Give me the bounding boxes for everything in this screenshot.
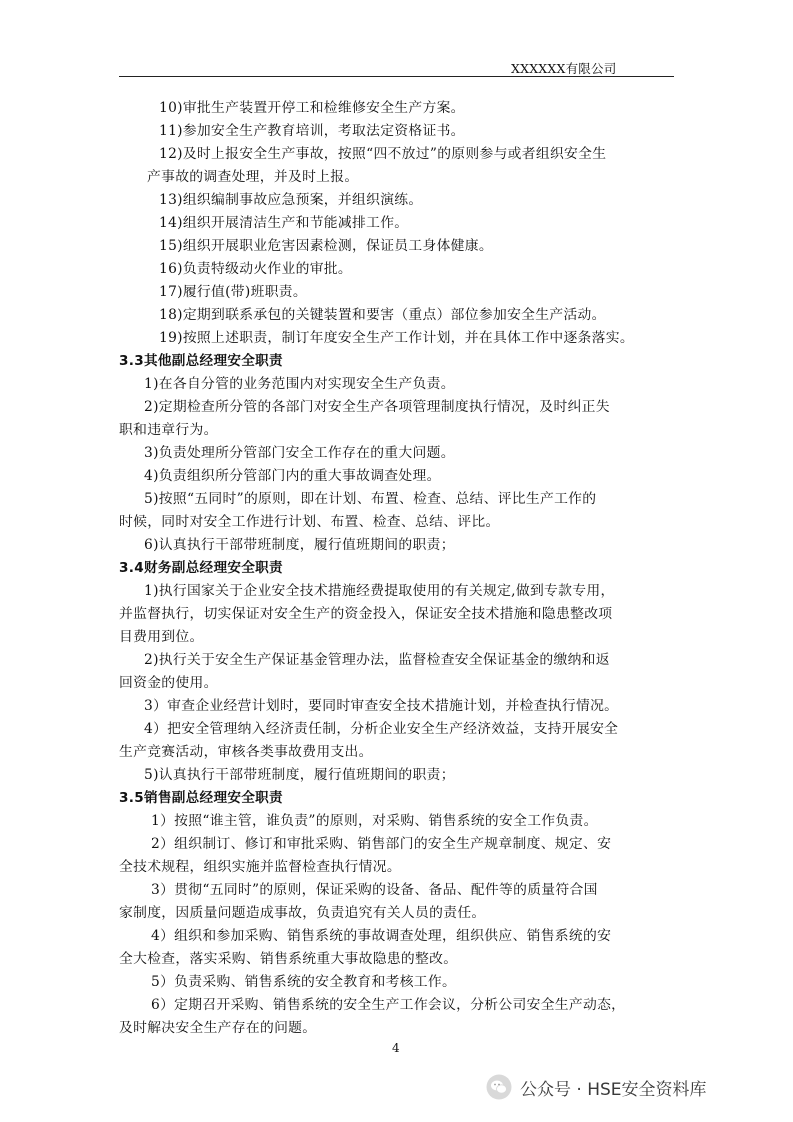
header-divider: [119, 76, 674, 77]
list-item-continuation: 生产竞赛活动，审核各类事故费用支出。: [119, 744, 373, 760]
list-item-continuation: 回资金的使用。: [119, 675, 218, 691]
list-item: 5）负责采购、销售系统的安全教育和考核工作。: [151, 974, 457, 990]
list-item: 18)定期到联系承包的关键装置和要害（重点）部位参加安全生产活动。: [159, 307, 606, 323]
list-item-continuation: 并监督执行，切实保证对安全生产的资金投入，保证安全技术措施和隐患整改项: [119, 606, 613, 622]
list-item: 3）审查企业经营计划时，要同时审查安全技术措施计划，并检查执行情况。: [144, 698, 619, 714]
list-item: 3)负责处理所分管部门安全工作存在的重大问题。: [144, 445, 455, 461]
list-item: 14)组织开展清洁生产和节能减排工作。: [159, 215, 409, 231]
list-item: 16)负责特级动火作业的审批。: [159, 261, 353, 277]
list-item: 3）贯彻“五同时”的原则，保证采购的设备、备品、配件等的质量符合国: [151, 882, 598, 898]
list-item: 5)按照“五同时”的原则，即在计划、布置、检查、总结、评比生产工作的: [144, 491, 597, 507]
watermark-text: 公众号 · HSE安全资料库: [520, 1079, 707, 1100]
list-item: 12)及时上报安全生产事故，按照“四不放过”的原则参与或者组织安全生: [159, 146, 607, 162]
document-body: [119, 97, 679, 1040]
list-item: 4)负责组织所分管部门内的重大事故调查处理。: [144, 468, 441, 484]
wechat-logo-icon: [486, 1074, 512, 1100]
list-item-continuation: 全大检查，落实采购、销售系统重大事故隐患的整改。: [119, 951, 458, 967]
list-item: 5)认真执行干部带班制度，履行值班期间的职责；: [144, 767, 455, 783]
list-item: 2)执行关于安全生产保证基金管理办法，监督检查安全保证基金的缴纳和返: [144, 652, 610, 668]
list-item-continuation: 全技术规程，组织实施并监督检查执行情况。: [119, 859, 401, 875]
list-item: 11)参加安全生产教育培训，考取法定资格证书。: [159, 123, 465, 139]
list-item: 6)认真执行干部带班制度，履行值班期间的职责；: [144, 537, 455, 553]
list-item: 1）按照“谁主管，谁负责”的原则，对采购、销售系统的安全工作负责。: [151, 813, 598, 829]
section-heading: 3.4财务副总经理安全职责: [119, 560, 283, 576]
section-heading: 3.5销售副总经理安全职责: [119, 790, 283, 806]
list-item-continuation: 产事故的调查处理，并及时上报。: [147, 169, 359, 185]
header-company-name: XXXXXX有限公司: [511, 61, 617, 76]
section-heading: 3.3其他副总经理安全职责: [119, 353, 283, 369]
list-item: 4）组织和参加采购、销售系统的事故调查处理，组织供应、销售系统的安: [151, 928, 612, 944]
list-item: 10)审批生产装置开停工和检维修安全生产方案。: [159, 100, 465, 116]
list-item: 2）组织制订、修订和审批采购、销售部门的安全生产规章制度、规定、安: [151, 836, 612, 852]
list-item-continuation: 目费用到位。: [119, 629, 204, 645]
page-number: 4: [392, 1041, 400, 1055]
list-item: 15)组织开展职业危害因素检测，保证员工身体健康。: [159, 238, 493, 254]
list-item: 1)执行国家关于企业安全技术措施经费提取使用的有关规定,做到专款专用，: [144, 583, 615, 599]
list-item: 1)在各自分管的业务范围内对实现安全生产负责。: [144, 376, 455, 392]
list-item-continuation: 职和违章行为。: [119, 422, 218, 438]
list-item-continuation: 及时解决安全生产存在的问题。: [119, 1020, 317, 1036]
list-item: 13)组织编制事故应急预案，并组织演练。: [159, 192, 423, 208]
list-item: 19)按照上述职责，制订年度安全生产工作计划，并在具体工作中逐条落实。: [159, 330, 634, 346]
list-item: 6）定期召开采购、销售系统的安全生产工作会议，分析公司安全生产动态，: [151, 997, 626, 1013]
watermark: [486, 1072, 707, 1102]
list-item: 4）把安全管理纳入经济责任制，分析企业安全生产经济效益，支持开展安全: [144, 721, 619, 737]
list-item-continuation: 家制度，因质量问题造成事故，负责追究有关人员的责任。: [119, 905, 486, 921]
list-item: 17)履行值(带)班职责。: [159, 284, 307, 300]
list-item: 2)定期检查所分管的各部门对安全生产各项管理制度执行情况，及时纠正失: [144, 399, 610, 415]
list-item-continuation: 时候，同时对安全工作进行计划、布置、检查、总结、评比。: [119, 514, 500, 530]
